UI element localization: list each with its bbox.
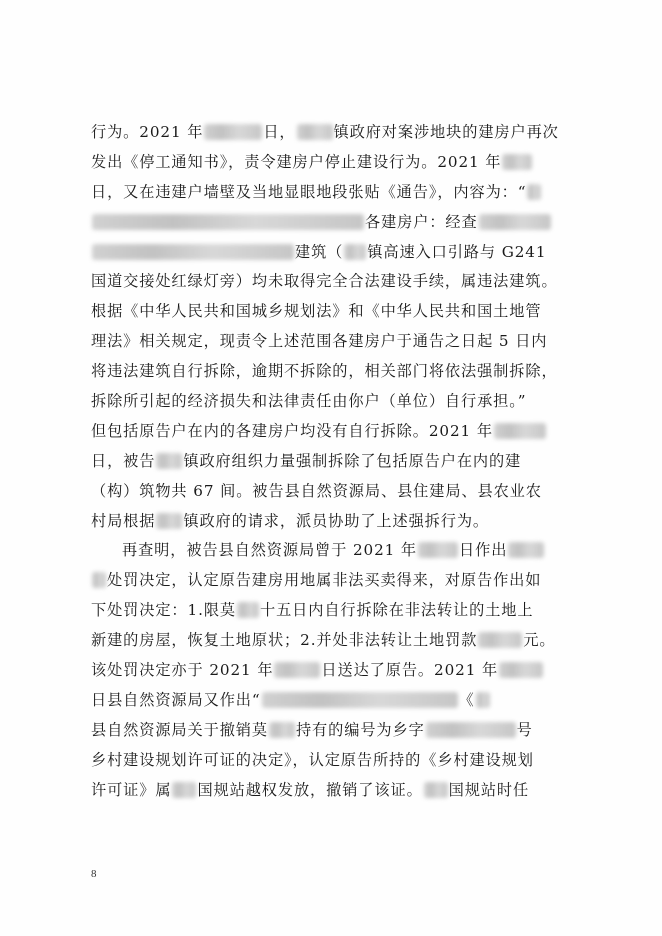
redacted-block — [424, 782, 448, 798]
text-line: 但包括原告户在内的各建房户均没有自行拆除。2021 年 — [91, 417, 581, 447]
redacted-block — [92, 244, 294, 260]
text-line: 日，又在违建户墙壁及当地显眼地段张贴《通告》，内容为：“ — [91, 178, 581, 208]
text-line: 下处罚决定：1.限莫 十五日内自行拆除在非法转让的土地上 — [91, 601, 534, 620]
text-line: 处罚决定，认定原告建房用地属非法买卖得来，对原告作出如 — [91, 566, 581, 596]
redacted-block — [92, 572, 106, 588]
text-line: 乡村建设规划许可证的决定》，认定原告所持的《乡村建设规划 — [91, 750, 534, 769]
text-line: 拆除所引起的经济损失和法律责任由你户（单位）自行承担。” — [91, 392, 527, 411]
redacted-block — [156, 513, 182, 529]
text-line: 该处罚决定亦于 2021 年 日送达了原告。2021 年 — [91, 656, 581, 686]
redacted-block — [508, 542, 544, 558]
text-line: 县自然资源局关于撤销莫 持有的编号为乡字 号 — [91, 720, 533, 739]
text-line: 再查明，被告县自然资源局曾于 2021 年 日作出 — [91, 536, 581, 566]
body-text — [91, 118, 581, 805]
text-line: 村局根据 镇政府的请求，派员协助了上述强拆行为。 — [91, 511, 490, 530]
redacted-block — [274, 662, 320, 678]
redacted-block — [499, 662, 543, 678]
redacted-block — [297, 124, 333, 140]
redacted-block — [476, 692, 490, 708]
redacted-block — [269, 722, 295, 738]
redacted-block — [156, 453, 182, 469]
redacted-block — [172, 782, 196, 798]
text-line: 各建房户：经查 — [91, 208, 581, 238]
text-line: 理法》相关规定，现责令上述范围各建房户于通告之日起 5 日内 — [91, 332, 548, 351]
redacted-block — [237, 602, 259, 618]
redacted-block — [204, 124, 262, 140]
text-line: 许可证》属 国规站越权发放，撤销了该证。 国规站时任 — [91, 780, 530, 799]
text-line: 日县自然资源局又作出“ 《 — [91, 686, 581, 716]
text-line: 国道交接处红绿灯旁）均未取得完全合法建设手续，属违法建筑。 — [91, 272, 558, 291]
redacted-block — [426, 722, 516, 738]
text-line: 发出《停工通知书》，责令建房户停止建设行为。2021 年 — [91, 148, 581, 178]
redacted-block — [527, 184, 541, 200]
page-number: 8 — [91, 868, 97, 880]
redacted-block — [344, 244, 366, 260]
redacted-block — [479, 214, 551, 230]
text-line: 建筑（ 镇高速入口引路与 G241 — [91, 238, 581, 268]
redacted-block — [92, 214, 364, 230]
text-line: 将违法建筑自行拆除，逾期不拆除的，相关部门将依法强制拆除， — [91, 362, 558, 381]
text-line: （构）筑物共 67 间。被告县自然资源局、县住建局、县农业农 — [91, 481, 542, 500]
redacted-block — [502, 154, 532, 170]
redacted-block — [262, 692, 458, 708]
text-line: 行为。2021 年 日， 镇政府对案涉地块的建房户再次 — [91, 123, 559, 141]
redacted-block — [494, 423, 546, 439]
redacted-block — [478, 632, 522, 648]
redacted-block — [418, 542, 458, 558]
text-line: 根据《中华人民共和国城乡规划法》和《中华人民共和国土地管 — [91, 302, 542, 321]
text-line: 日，被告 镇政府组织力量强制拆除了包括原告户在内的建 — [91, 451, 522, 470]
text-line: 新建的房屋，恢复土地原状；2.并处非法转让土地罚款 元。 — [91, 631, 556, 650]
